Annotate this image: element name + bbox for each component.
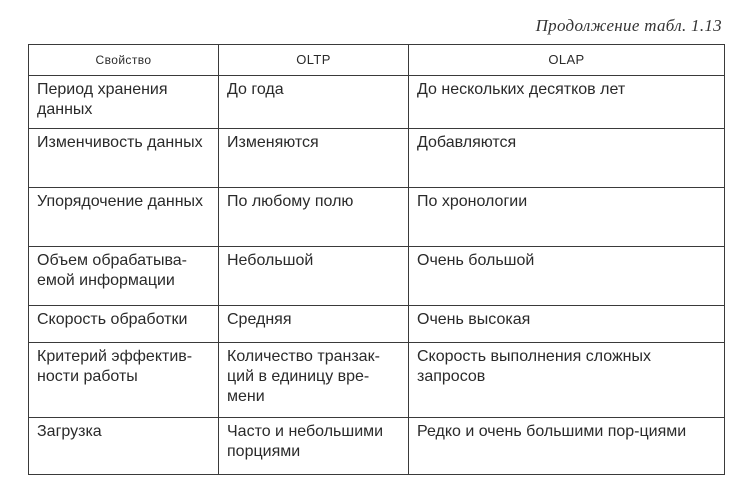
table-row xyxy=(29,129,725,188)
property-cell: Упорядочение данных xyxy=(29,188,219,247)
property-cell: Изменчивость данных xyxy=(29,129,219,188)
table-row xyxy=(29,76,725,129)
olap-cell: Редко и очень большими пор-циями xyxy=(409,418,725,475)
olap-cell: До нескольких десятков лет xyxy=(409,76,725,129)
table-row xyxy=(29,418,725,475)
oltp-cell: По любому полю xyxy=(219,188,409,247)
property-cell: Критерий эффектив-ности работы xyxy=(29,343,219,418)
table-caption: Продолжение табл. 1.13 xyxy=(535,16,722,35)
header-oltp: OLTP xyxy=(219,45,409,76)
olap-cell: По хронологии xyxy=(409,188,725,247)
oltp-cell: Небольшой xyxy=(219,247,409,306)
header-property: Свойство xyxy=(29,45,219,76)
olap-cell: Очень большой xyxy=(409,247,725,306)
property-cell: Объем обрабатыва-емой информации xyxy=(29,247,219,306)
olap-cell: Очень высокая xyxy=(409,306,725,343)
table-row xyxy=(29,247,725,306)
oltp-cell: Часто и небольшими порциями xyxy=(219,418,409,475)
olap-cell: Скорость выполнения сложных запросов xyxy=(409,343,725,418)
property-cell: Скорость обработки xyxy=(29,306,219,343)
property-cell: Период хранения данных xyxy=(29,76,219,129)
olap-cell: Добавляются xyxy=(409,129,725,188)
oltp-cell: Количество транзак-ций в единицу вре-мени xyxy=(219,343,409,418)
oltp-cell: Изменяются xyxy=(219,129,409,188)
property-cell: Загрузка xyxy=(29,418,219,475)
oltp-cell: Средняя xyxy=(219,306,409,343)
table-row xyxy=(29,188,725,247)
table-header-row xyxy=(29,45,725,76)
header-olap: OLAP xyxy=(409,45,725,76)
table-row xyxy=(29,343,725,418)
table-row xyxy=(29,306,725,343)
comparison-table xyxy=(28,44,725,475)
oltp-cell: До года xyxy=(219,76,409,129)
